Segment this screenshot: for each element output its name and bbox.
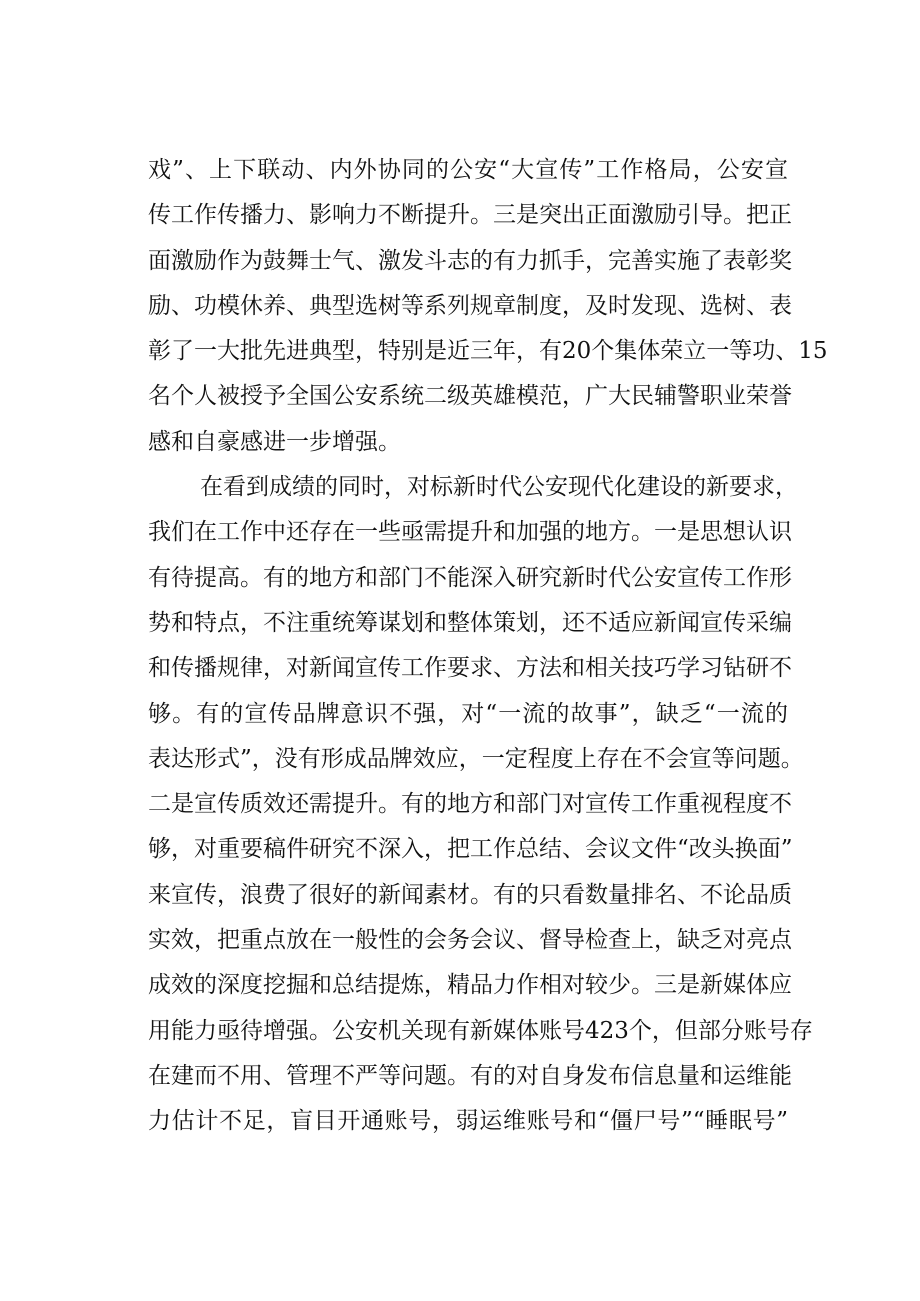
text-line: 传工作传播力、影响力不断提升。三是突出正面激励引导。把正 [148,202,792,229]
text-line: 来宣传，浪费了很好的新闻素材。有的只看数量排名、不论品质 [148,881,792,908]
text-line: 够。有的宣传品牌意识不强，对“一流的故事”，缺乏“一流的 [148,700,788,727]
text-line: 彰了一大批先进典型，特别是近三年，有20个集体荣立一等功、15 [148,338,828,365]
text-line: 和传播规律，对新闻宣传工作要求、方法和相关技巧学习钻研不 [148,655,792,682]
text-line: 势和特点，不注重统筹谋划和整体策划，还不适应新闻宣传采编 [148,609,792,636]
text-line: 名个人被授予全国公安系统二级英雄模范，广大民辅警职业荣誉 [148,383,792,410]
text-line: 表达形式”，没有形成品牌效应，一定程度上存在不会宣等问题。 [148,745,804,772]
text-line: 面激励作为鼓舞士气、激发斗志的有力抓手，完善实施了表彰奖 [148,247,792,274]
text-line: 力估计不足，盲目开通账号，弱运维账号和“僵尸号”“睡眠号” [148,1108,788,1135]
text-line: 戏”、上下联动、内外协同的公安“大宣传”工作格局，公安宣 [148,157,788,183]
body-text [148,148,828,1145]
text-line: 励、功模休养、典型选树等系列规章制度，及时发现、选树、表 [148,292,792,319]
text-line: 我们在工作中还存在一些亟需提升和加强的地方。一是思想认识 [148,519,792,546]
text-line: 用能力亟待增强。公安机关现有新媒体账号423个，但部分账号存 [148,1017,813,1044]
text-line: 二是宣传质效还需提升。有的地方和部门对宣传工作重视程度不 [148,791,792,818]
text-line: 在建而不用、管理不严等问题。有的对自身发布信息量和运维能 [148,1062,792,1089]
paragraph-end-line: 感和自豪感进一步增强。 [148,428,401,455]
text-line: 有待提高。有的地方和部门不能深入研究新时代公安宣传工作形 [148,564,792,591]
text-line: 实效，把重点放在一般性的会务会议、督导检查上，缺乏对亮点 [148,927,792,954]
text-line: 够，对重要稿件研究不深入，把工作总结、会议文件“改头换面” [148,836,793,863]
paragraph-start-line: 在看到成绩的同时，对标新时代公安现代化建设的新要求， [200,474,798,501]
text-line: 成效的深度挖掘和总结提炼，精品力作相对较少。三是新媒体应 [148,972,792,999]
